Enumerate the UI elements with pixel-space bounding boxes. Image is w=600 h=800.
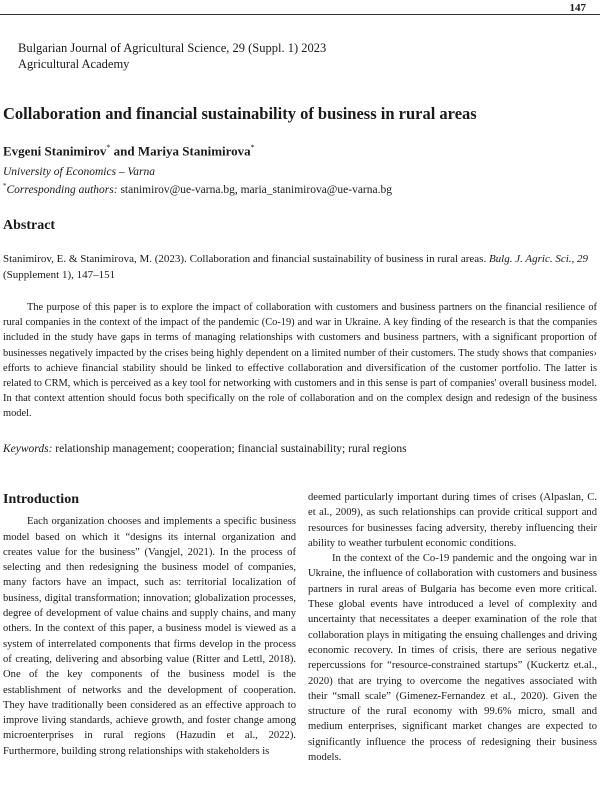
- author-marker: *: [106, 143, 111, 152]
- journal-name: Bulgarian Journal of Agricultural Science, 29 (Suppl. 1) 2023: [18, 41, 327, 55]
- corresponding-emails: stanimirov@ue-varna.bg, maria_stanimirova@ue-varna.bg: [117, 183, 392, 196]
- affiliation: University of Economics – Varna: [3, 166, 156, 178]
- citation: [3, 251, 595, 283]
- top-rule: [0, 14, 600, 15]
- keywords: [3, 443, 407, 455]
- publisher-name: Agricultural Academy: [18, 57, 130, 71]
- citation-journal: Bulg. J. Agric. Sci., 29: [488, 253, 589, 265]
- abstract-heading: Abstract: [3, 218, 56, 233]
- author-name: Mariya Stanimirova: [137, 143, 251, 159]
- corresponding-label: Corresponding authors:: [6, 183, 118, 196]
- body-column-left: [3, 490, 296, 759]
- keywords-label: Keywords:: [3, 443, 53, 455]
- body-paragraph: deemed particularly important during times of crises (Alpaslan, C. et al., 2009), as such relationships can provide critical support and resources for businesses facing adversity, thereby influencing their ability to weather turbulent economic conditions.: [308, 492, 597, 549]
- corresponding-marker: *: [3, 182, 7, 190]
- body-column-right: [308, 490, 597, 765]
- author-name: Evgeni Stanimirov: [3, 143, 107, 159]
- corresponding-authors: [3, 182, 392, 196]
- keywords-text: relationship management; cooperation; financial sustainability; rural regions: [52, 443, 407, 455]
- body-paragraph: Each organization chooses and implements a specific business model based on which it “designs its internal organization and creates value for the business” (Vangjel, 2021). In the process of selecting and then redesigning the business model of companies, many factors have an impact, such as: territorial localization of business, digital transformation; innovation; globalization processes, degree of development of value chains and supply chains, and many others. In the context of this paper, a business model is viewed as a system of interrelated components that firms develop in the process of creating, delivering and absorbing value (Ritter and Lettl, 2018). One of the key components of the business model is the establishment of networks and the development of cooperation. They have traditionally been considered as an effective approach to improve living standards, achieve growth, and foster change among microenterprises in rural regions (Hazudin et al., 2022). Furthermore, building strong relationships with stakeholders is: [3, 516, 296, 757]
- journal-header: [18, 40, 326, 72]
- citation-pages: (Supplement 1), 147–151: [3, 269, 116, 281]
- body-paragraph: In the context of the Co-19 pandemic and the ongoing war in Ukraine, the influence of collaboration with customers and business partners in rural areas of Bulgaria has become even more critical. These global events have introduced a level of complexity and uncertainty that necessitates a deeper examination of the role that collaboration plays in mitigating the ensuing challenges and driving economic recovery. In times of crisis, there are serious negative repercussions for “resource-constrained startups” (Kuckertz et.al., 2020) that are trying to overcome the negatives associated with their “small scale” (Gimenez-Fernandez et al., 2020). Given the structure of the rural economy with 99.6% micro, small and medium enterprises, significant market changes are expected to significantly influence the process of redesigning their business models.: [308, 553, 597, 764]
- section-heading-introduction: Introduction: [3, 492, 79, 507]
- author-conjunction: and: [110, 143, 138, 159]
- author-marker: *: [250, 143, 255, 152]
- author-list: [3, 143, 255, 159]
- citation-text: Stanimirov, E. & Stanimirova, M. (2023). Collaboration and financial sustainability of business in rural areas.: [3, 253, 489, 265]
- page-number: 147: [569, 2, 586, 14]
- paper-title: Collaboration and financial sustainability of business in rural areas: [3, 104, 477, 123]
- abstract-text: The purpose of this paper is to explore the impact of collaboration with customers and business partners on the financial resilience of rural companies in the context of the impact of the pandemic (Co-19) and war in Ukraine. A key finding of the research is that the companies included in the study have gaps in terms of managing relationships with customers and business partners, with a significant proportion of businesses negatively impacted by the crises being highly dependent on a limited number of their customers. The study shows that companies› efforts to achieve financial stability should be linked to effective collaboration and diversification of the customer portfolio. The latter is related to CRM, which is perceived as a key tool for networking with customers and in this sense is part of companies' overall business model. In that context attention should focus both specifically on the role of collaboration and on the complex design and redesign of the business model.: [3, 302, 597, 420]
